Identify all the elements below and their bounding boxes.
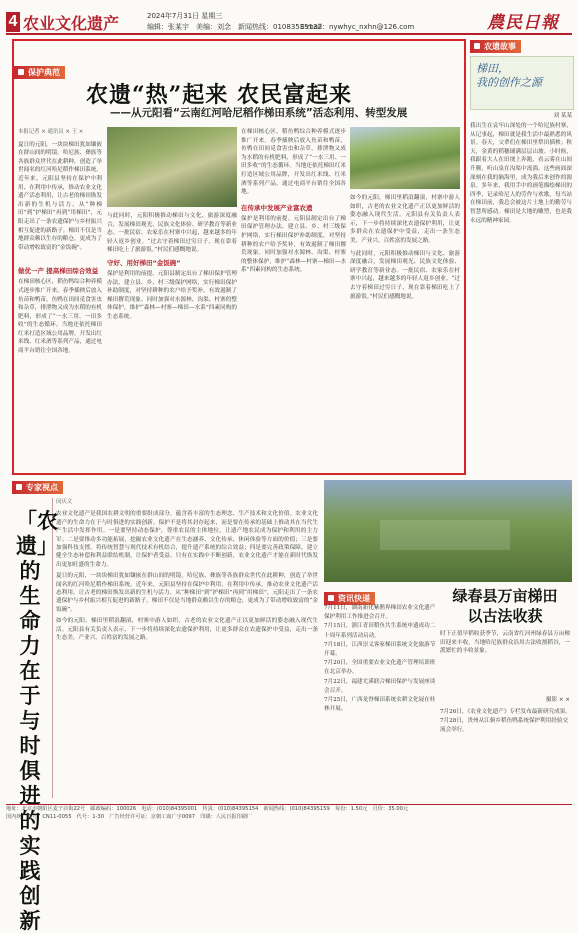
story-text: 我出生在哀牢山深处的一个哈尼族村寨，从记事起，梯田就是我生活中最熟悉的风景。春天，父辈们在梯田里犁田插秧；秋天，金黄的稻穗铺满层层山坡。小时候，我跟着大人在田埂上奔跑，看云雾在山间升腾，听山泉在沟渠中流淌。这些画面深深刻在我的脑海里，成为我后来创作的源泉。多年来，我用手中的画笔描绘梯田的四季，记录哈尼人的劳作与欢歌。每当站在梯田前，我总会被这片土地上的勤劳与智慧所感动。梯田是大地的雕塑，也是我永远的精神家园。 — [470, 123, 572, 224]
newspaper-logo: 農民日報 — [487, 13, 559, 33]
main-col5b-text: 与此同时，元阳积极推动梯田与文化、旅游深度融合，发展梯田观光、民族文化体验、研学教育等新业态。一批民宿、农家乐在村寨中兴起，越来越多的年轻人返乡创业。“过去守着梯田过穷日子，现在靠着梯田吃上了旅游饭。”村民们感慨地说。 — [350, 250, 460, 300]
main-col5-text: 如今的元阳，梯田里稻浪翻滚，村寨中游人如织，古老的农业文化遗产正以更加鲜活的姿态融入现代生活。元阳县有关负责人表示，下一步将持续深化农遗保护利用，让更多群众在农遗保护中受益，走出一条生态美、产业兴、百姓富的发展之路。 — [350, 195, 460, 244]
news-item: 7月28日，贵州从江侗乡稻鱼鸭系统保护利用经验交流会举行。 — [440, 718, 569, 734]
section-title: 农业文化遗产 — [23, 14, 120, 33]
main-col1b-text: 在梯田核心区，稻鱼鸭综合种养模式逐步推广开来。春季插秧后放入鱼苗和鸭苗，鱼鸭在田间觅食害虫和杂草，排泄物又成为水稻的有机肥料，形成了“一水三用、一田多收”的生态循环。当地还依托梯田红米打造区域公用品牌，开发出红米线、红米酒等系列产品，通过电商平台销往全国各地。 — [18, 279, 102, 355]
expert-headline: 「农遗」的生命力在于与时俱进的实践创新 — [16, 508, 58, 933]
tag-heritage-story: 农遗故事 — [470, 40, 521, 53]
main-column-2 — [107, 212, 237, 468]
main-col3b-text: 在梯田核心区，稻鱼鸭综合种养模式逐步推广开来。春季插秧后放入鱼苗和鸭苗，鱼鸭在田间觅食害虫和杂草，排泄物又成为水稻的有机肥料，形成了“一水三用、一田多收”的生态循环。当地还依托梯田红米打造区域公用品牌，开发出红米线、红米酒等系列产品，通过电商平台销往全国各地。 — [241, 129, 346, 196]
email-line: E-mail：nywhyc_nxhn@126.com — [300, 23, 415, 31]
main-subheadline: ——从元阳看“云南红河哈尼稻作梯田系统”活态利用、转型发展 — [110, 107, 408, 119]
main-col1-text: 夏日的元阳，一块块梯田犹如镶嵌在群山间的明镜。哈尼族、彝族等各族群众世代在此耕种，创造了举世闻名的红河哈尼稻作梯田系统。近年来，元阳县坚持在保护中利用、在利用中传承，推动农业文化遗产活态利用，让古老的梯田焕发出新的生机与活力。从“种梯田”到“护梯田”再到“用梯田”，元阳走出了一条农遗保护与乡村振兴相互促进的新路子。梯田不仅是当地群众赖以生存的粮仓，更成为了带动增收致富的“金饭碗”。 — [18, 141, 102, 251]
news-list — [324, 604, 436, 714]
main-col3-heading: 守好、用好梯田“金饭碗” — [107, 258, 181, 267]
news-item: 7月26日，《农业文化遗产》专栏发布最新研究成果。 — [440, 709, 571, 715]
news-item: 7月25日，广西龙脊梯田系统农耕文化展在桂林开展。 — [324, 697, 436, 713]
main-byline: 本报记者 × 通讯员 × 王 × — [18, 129, 84, 135]
main-col4-heading: 在传承中发展产业富农遗 — [241, 203, 313, 212]
tag-news-express: 资讯快递 — [324, 592, 375, 605]
news-item: 7月18日，江西崇义客家梯田系统文化旅游节开幕。 — [324, 641, 436, 658]
issue-date: 2024年7月31日 星期三 — [147, 12, 223, 20]
page-header — [0, 0, 578, 34]
main-col3-text: 保护是利用的前提。元阳县制定出台了梯田保护管理办法，建立县、乡、村三级保护网络，实行梯田保护补助制度，对坚持耕种的农户给予奖补，有效遏制了梯田撂荒现象。同时加强对水源林、沟渠、村寨的整体保护，维护“森林—村寨—梯田—水系”四素同构的生态系统。 — [107, 270, 237, 320]
main-col2-text: 与此同时，元阳积极推动梯田与文化、旅游深度融合，发展梯田观光、民族文化体验、研学教育等新业态。一批民宿、农家乐在村寨中兴起，越来越多的年轻人返乡创业。“过去守着梯田过穷日子，现在靠着梯田吃上了旅游饭。”村民们感慨地说。 — [107, 213, 237, 254]
news-item: 7月22日，福建尤溪联合梯田保护与发展座谈会召开。 — [324, 678, 436, 694]
header-info — [147, 11, 322, 33]
news-list-2 — [440, 708, 572, 736]
main-column-4 — [350, 194, 460, 468]
photo-news-caption: 时下正值早稻收获季节，云南省红河州绿春县万亩梯田迎来丰收。当地哈尼族群众沿用古法收割稻谷，一派繁忙的丰收景象。 — [440, 631, 570, 655]
terrace-photo-1 — [107, 127, 237, 207]
expert-text-2: 夏日的元阳，一块块梯田犹如镶嵌在群山间的明镜。哈尼族、彝族等各族群众世代在此耕种，创造了举世闻名的红河哈尼稻作梯田系统。近年来，元阳县坚持在保护中利用、在利用中传承，推动农业文化遗产活态利用，让古老的梯田焕发出新的生机与活力。从“种梯田”到“护梯田”再到“用梯田”，元阳走出了一条农遗保护与乡村振兴相互促进的新路子。梯田不仅是当地群众赖以生存的粮仓，更成为了带动增收致富的“金饭碗”。 — [56, 573, 318, 613]
photo-highlight — [380, 520, 510, 550]
main-col4b-text: 保护是利用的前提。元阳县制定出台了梯田保护管理办法，建立县、乡、村三级保护网络，实行梯田保护补助制度，对坚持耕种的农户给予奖补，有效遏制了梯田撂荒现象。同时加强对水源林、沟渠、村寨的整体保护，维护“森林—村寨—梯田—水系”四素同构的生态系统。 — [241, 215, 346, 274]
main-col2-heading: 做优一产 提高梯田综合效益 — [18, 267, 99, 276]
page-footer — [6, 804, 572, 821]
footer-line-1: 地址：北京市朝阳区麦子店街22号 邮政编码：100026 电话：(010)84395001 传真：(010)84395154 新闻热线：(010)84395159 每份：1.50元 月价：35.00元 — [6, 806, 409, 812]
news-item: 7月15日，浙江青田稻鱼共生系统申遗成功二十周年系列活动启动。 — [324, 623, 436, 639]
tag-protection-model: 保护典范 — [14, 66, 65, 79]
story-title: 梯田， 我的创作之源 — [476, 62, 542, 89]
news-item: 7月20日，全国重要农业文化遗产管理培训班在北京举办。 — [324, 660, 436, 676]
expert-author: 闵庆文 — [56, 499, 73, 505]
news-item: 7月11日，湖南新化紫鹊界梯田农业文化遗产保护利用工作推进会召开。 — [324, 605, 436, 621]
main-column-1 — [18, 128, 102, 468]
page-number: 4 — [6, 12, 20, 32]
editor-line: 编辑：张某宇 美编：刘念 新闻热线：01083535132 — [147, 23, 322, 31]
main-column-3 — [241, 128, 346, 468]
expert-article — [56, 498, 318, 798]
terrace-photo-2 — [350, 127, 460, 189]
main-headline: 农遗“热”起来 农民富起来 — [86, 82, 352, 108]
tag-expert-view: 专家视点 — [12, 481, 63, 494]
expert-text-3: 如今的元阳，梯田里稻浪翻滚，村寨中游人如织，古老的农业文化遗产正以更加鲜活的姿态融入现代生活。元阳县有关负责人表示，下一步将持续深化农遗保护利用，让更多群众在农遗保护中受益，走出一条生态美、产业兴、百姓富的发展之路。 — [56, 618, 318, 642]
photo-news-author: 摄影 × × — [545, 697, 570, 703]
header-divider — [6, 33, 572, 35]
expert-text-1: 农业文化遗产是我国农耕文明的重要组成部分，蕴含着丰富的生态理念、生产技术和文化价值。农业文化遗产的生命力在于与时俱进的实践创新。保护不是将其封存起来，而是要在传承的基础上推动其在当代生产生活中发挥作用。一是要坚持动态保护，尊重农民的主体地位，让遗产地农民成为保护和利用的主力军；二是要推动多功能拓展，挖掘农业文化遗产在生态涵养、文化传承、休闲体验等方面的价值；三是要加强科技支撑，将传统智慧与现代技术有机结合，提升遗产系统的综合效益；四是要完善政策保障，建立健全生态补偿和利益联结机制，让保护者受益。只有在实践中不断创新，农业文化遗产才能在新时代焕发出更加旺盛的生命力。 — [56, 511, 318, 568]
photo-news-title: 绿春县万亩梯田 以古法收获 — [452, 587, 558, 625]
footer-line-2: 国内统一刊号：CN11-0055 代号：1-30 广告经营许可证：京朝工商广字0097 印刷：人民日报印刷厂 — [6, 814, 253, 820]
story-author: 刘 某某 — [553, 113, 572, 119]
